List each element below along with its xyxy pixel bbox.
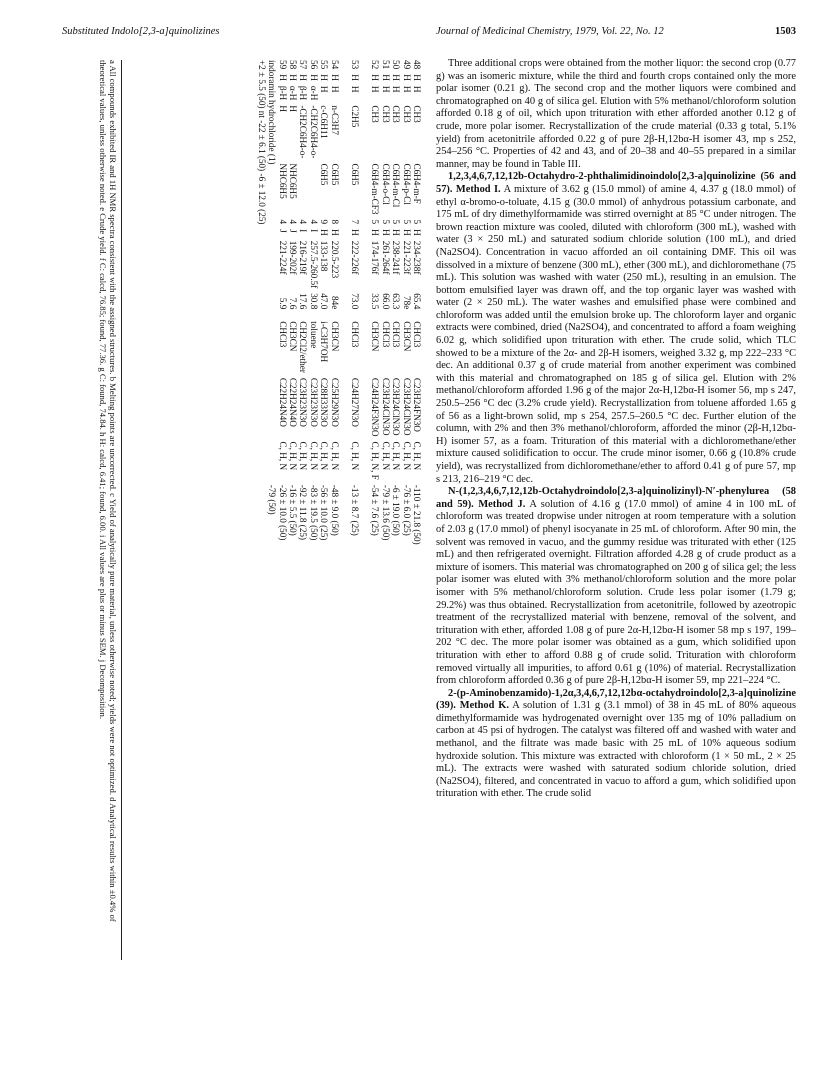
table-cell: CH3CN: [401, 321, 412, 352]
table-cell: 54: [329, 60, 340, 70]
rotated-table-region: [56, 60, 428, 1060]
table-cell: 4: [308, 219, 319, 225]
table-cell: H: [391, 74, 402, 81]
table-cell: C, H, N: [308, 441, 319, 471]
table-cell: CHCl3: [391, 321, 402, 348]
table-cell: C, H, N: [380, 441, 391, 471]
table-cell: 59: [277, 60, 288, 70]
table-cell: β-H: [298, 85, 309, 101]
table-cell: C, H, N: [412, 441, 422, 471]
body-paragraph: 1,2,3,4,6,7,12,12b-Octahydro-2-phthalimidinoindolo[2,3-a]quinolizine (56 and 57). Method I. A mixture of 3.62 g (15.0 mmol) of amine 4, 4.37 g (18.0 mmol) of ethyl α-bromo-o-toluate, 4.15 g (30.0 mmol) of anhydrous potassium carbonate, and 175 mL of dry dimethylformamide was stirred overnight at 85 °C under nitrogen. The brown reaction mixture was cooled, diluted with chloroform (300 mL), washed with water (3 × 250 mL) and saturated sodium chloride solution (100 mL), and dried (Na2SO4). Concentration in vacuo afforded an oil containing DMF. This oil was dissolved in a mixture of benzene (300 mL), ether (300 mL), and dichloromethane (75 mL). This solution was washed with water (250 mL), resulting in an emulsion. The bottom emulsified layer was drawn off, and the top organic layer was washed with water (2 × 250 mL). The water washes and emulsified phase were combined and chloroform was added until the emulsion broke up. The chloroform layer and organic extracts were combined, dried (Na2SO4), and concentrated to afford a foam weighing 6.02 g, which solidified upon trituration with ether. The crude solid, which TLC showed to be a mixture of the 2α- and 2β-H isomers, weighed 3.32 g, mp 222–233 °C dec. An additional 0.37 g of crude material from another experiment was combined with this material and chromatographed on 185 g of silica gel. Elution with 2% methanol/chloroform afforded 1.96 g of the major 2α-H,12bα-H isomer 56, mp s 247, 250.5–256 °C dec (3.2% crude yield). Recrystallization from toluene afforded 1.65 g of 56 as a light-brown solid, mp s 254, 257.5–260.5 °C dec. Further elution of the column, with 2% and then 3% methanol/chloroform, afforded the minor (2β-H,12bα-H) isomer 57, as a foam. Trituration of this material with a dichloromethane/ether mixture caused solidification to occur. The crude minor isomer, 0.66 g (10.8% crude yield), was recrystallized from dichloromethane/ether to afford 0.41 g of pure 57, mp s 213, 216–219 °C dec.: [436, 171, 796, 485]
table-cell: 5: [391, 219, 402, 225]
table-cell: 66.0: [380, 293, 391, 310]
table-cell: C28H33N3O: [319, 377, 330, 427]
experimental-text-column: [436, 58, 796, 801]
table-cell: 55: [319, 60, 330, 70]
table-cell: H: [329, 85, 340, 93]
table-cell: C23H23N3O: [298, 377, 309, 427]
table-cell: H: [370, 229, 381, 236]
table-cell: 50: [391, 60, 402, 70]
result-cell: -13 ± 8.7 (25): [349, 484, 360, 536]
table-cell: H: [349, 74, 360, 81]
table-cell: 4: [277, 219, 288, 225]
result-cell: -6 ± 19.0 (50): [391, 484, 402, 536]
table-row: [277, 60, 287, 550]
table-row: [380, 60, 390, 550]
table-cell: CH3: [380, 105, 391, 123]
table-cell: H: [370, 74, 381, 81]
table-cell: 58: [287, 60, 298, 70]
table-cell: C6H4-p-Cl: [401, 163, 412, 205]
table-cell: H: [329, 229, 340, 236]
table-cell: -CH2C6H4-o-: [308, 105, 319, 159]
table-cell: H: [391, 229, 402, 236]
table-cell: 220.5-223: [329, 240, 340, 279]
table-cell: 57: [298, 60, 309, 70]
table-cell: J: [277, 229, 288, 233]
table-cell: 84e: [329, 296, 340, 310]
table-cell: 5.9: [277, 297, 288, 310]
table-cell: 238-241f: [391, 240, 402, 275]
table-cell: 52: [370, 60, 381, 70]
table-cell: H: [412, 85, 422, 93]
table-cell: H: [401, 85, 412, 93]
result-cell: -76 ± 6.0 (25): [401, 484, 412, 536]
method-j-heading: N-(1,2,3,4,6,7,12,12b-Octahydroindolo[2,3-a]quinolizinyl)-N′-phenylurea (58 and 59). Method J.: [436, 486, 796, 510]
table-cell: 8: [329, 219, 340, 225]
table-cell: H: [391, 85, 402, 93]
table-cell: C6H5: [349, 163, 360, 186]
table-row: [256, 60, 266, 550]
table-cell: 4: [298, 219, 309, 225]
result-cell: -54 ± 7.6 (25): [370, 484, 381, 536]
result-cell: -56 ± 10.0 (25): [319, 484, 330, 541]
table-cell: I: [298, 229, 309, 233]
running-head-left: Substituted Indolo[2,3-a]quinolizines: [62, 26, 220, 37]
table-cell: J: [287, 229, 298, 233]
table-cell: H: [277, 74, 288, 81]
table-cell: c-C6H11: [319, 105, 330, 139]
table-cell: 216-219f: [298, 240, 309, 275]
table-cell: 221-224f: [277, 240, 288, 275]
table-cell: C23H24FN3O: [412, 377, 422, 432]
table-cell: 221-223f: [401, 240, 412, 275]
table-row: [391, 60, 401, 550]
table-cell: 51: [380, 60, 391, 70]
table-cell: H: [319, 85, 330, 93]
table-cell: C, H, N: [319, 441, 330, 471]
table-cell: CH3CN: [287, 321, 298, 352]
table-row: [401, 60, 411, 550]
table-cell: 133-138: [319, 240, 330, 272]
table-cell: H: [287, 74, 298, 81]
table-cell: H: [277, 105, 288, 112]
table-cell: NHC6H5: [277, 163, 288, 199]
table-cell: -CH2C6H4-o-: [298, 105, 309, 159]
table-cell: C22H24N4O: [277, 377, 288, 427]
table-cell: 33.5: [370, 293, 381, 310]
table-cell: C, H, N: [298, 441, 309, 471]
table-cell: C23H24ClN3O: [380, 377, 391, 436]
table-cell: C23H24ClN3O: [391, 377, 402, 436]
table-cell: C, H, N: [349, 441, 360, 471]
table-cell: α-H: [287, 85, 298, 101]
table-continuation: [56, 60, 428, 1060]
table-cell: CHCl3: [349, 321, 360, 348]
table-cell: H: [401, 229, 412, 236]
body-paragraph: N-(1,2,3,4,6,7,12,12b-Octahydroindolo[2,3-a]quinolizinyl)-N′-phenylurea (58 and 59). Method J. A solution of 4.16 g (17.0 mmol) of amine 4 in 100 mL of chloroform was treated dropwise under nitrogen at room temperature with a solution of 2.03 g (17.0 mmol) of phenyl isocyanate in 25 mL of chloroform. After 90 min, the solvent was removed in vacuo, and the gummy residue was triturated with ether (125 mL) and then refrigerated overnight. Filtration afforded 4.28 g of crude product as a mixture of isomers. This material was chromatographed on 200 g of silica gel; the less polar isomer was eluted with 3% methanol/chloroform solution and the more polar isomer with 5% methanol/chloroform solution. Crude less polar isomer (1.79 g; 29.2%) was thus obtained. Recrystallization from acetonitrile, followed by azeotropic treatment of the recrystallized material with benzene, removal of the solvent, and trituration with ether, afforded 1.08 g of pure 2α-H,12bα-H isomer 58 mp s 197, 199–202 °C dec. The more polar isomer was obtained as a gum, which solidified upon trituration with ether to afford 0.88 g of crude solid. Trituration with chloroform removed virtually all impurities, to afford 0.61 g (10%) of material. Recrystallization from chloroform afforded 0.36 g of pure 2β-H,12bα-H isomer 59, mp 221–224 °C.: [436, 486, 796, 687]
table-row: [319, 60, 329, 550]
table-cell: 17.6: [298, 293, 309, 310]
table-cell: CHCl3: [380, 321, 391, 348]
table-cell: H: [287, 105, 298, 112]
table-row: [350, 60, 370, 550]
result-cell: -79 ± 13.6 (50): [380, 484, 391, 541]
table-cell: 53: [349, 60, 360, 70]
table-cell: H: [349, 229, 360, 236]
table-cell: C6H4-m-F: [412, 163, 422, 204]
table-cell: C, H, N: [329, 441, 340, 471]
result-cell: -26 ± 10.0 (50): [277, 484, 288, 541]
table-cell: 5: [412, 219, 422, 225]
table-cell: C, H, N: [287, 441, 298, 471]
table-cell: H: [329, 74, 340, 81]
table-cell: C, H, N: [277, 441, 288, 471]
body-paragraph: Three additional crops were obtained from the mother liquor: the second crop (0.77 g) was an isomeric mixture, while the third and fourth crops contained only the more polar isomer (0.21 g). The second crop and the mother liquors were combined and chromatographed on 40 g of silica gel. Elution with 5% methanol/chloroform solution afforded 0.18 g of oil, which upon trituration with ether afforded another 0.12 g of crude, more polar isomer. Recrystallization of the crude material (0.33 g total, 5.1% yield) from acetonitrile afforded 0.22 g of pure 2β-H,12bα-H isomer 43, mp s 252, 254–256 °C. Properties of 42 and 43, and of 20–38 and 40–55 prepared in a similar manner, may be found in Table III.: [436, 58, 796, 170]
table-row: [412, 60, 422, 550]
table-cell: H: [380, 74, 391, 81]
table-cell: 48: [412, 60, 422, 70]
table-cell: CH3: [391, 105, 402, 123]
table-cell: 65.4: [412, 293, 422, 310]
table-cell: CHCl3: [277, 321, 288, 348]
table-cell: C, H, N, F: [370, 441, 381, 480]
table-cell: 7: [349, 219, 360, 225]
table-cell: 49: [401, 60, 412, 70]
table-cell: 30.8: [308, 293, 319, 310]
table-cell: C6H5: [329, 163, 340, 186]
table-cell: NHC6H5: [287, 163, 298, 199]
table-cell: C22H24N4O: [287, 377, 298, 427]
body-paragraph: 2-(p-Aminobenzamido)-1,2α,3,4,6,7,12,12bα-octahydroindolo[2,3-a]quinolizine (39). Method K. A solution of 1.31 g (3.1 mmol) of 38 in 45 mL of 80% aqueous dimethylformamide was hydrogenated overnight over 135 mg of 10% palladium on carbon at 45 psi of hydrogen. The catalyst was filtered off and washed with water and methanol, and the filtrate was made basic with 25 mL of 10% aqueous sodium hydroxide solution. This mixture was extracted with chloroform (1 × 50 mL, 2 × 25 mL). The extracts were washed with saturated sodium chloride solution, dried (Na2SO4), filtered, and concentrated in vacuo to afford a gum, which solidified upon trituration with ether. The crude solid: [436, 687, 796, 800]
table-cell: H: [412, 229, 422, 236]
table-cell: [308, 163, 318, 219]
result-cell: -83 ± 19.5 (50): [308, 484, 319, 541]
table-cell: CH3: [370, 105, 381, 123]
table-cell: α-H: [308, 85, 319, 101]
table-cell: 63.3: [391, 293, 402, 310]
table-cell: 47.0: [319, 293, 330, 310]
table-cell: C, H, N: [391, 441, 402, 471]
table-cell: H: [412, 74, 422, 81]
additional-results: +2 ± 5.5 (50) nt -22 ± 6.1 (50) -6 ± 12.0 (25): [256, 60, 267, 225]
table-cell: H: [319, 229, 330, 236]
table-cell: C25H29N3O: [329, 377, 340, 427]
compound-table: [256, 60, 422, 550]
table-row: [308, 60, 318, 550]
reference-compound-label: indoramin hydrochloride (1): [267, 60, 278, 165]
table-cell: C2H5: [349, 105, 360, 128]
table-cell: H: [380, 229, 391, 236]
table-cell: CH3CN: [329, 321, 340, 352]
table-cell: 5: [401, 219, 412, 225]
table-cell: n-C3H7: [329, 105, 340, 135]
method-i-heading: 1,2,3,4,6,7,12,12b-Octahydro-2-phthalimidinoindolo[2,3-a]quinolizine (56 and 57). Method I.: [436, 171, 796, 195]
table-cell: CHCl3: [412, 321, 422, 348]
table-cell: H: [380, 85, 391, 93]
table-cell: i-C3H7OH: [319, 321, 330, 363]
table-cell: C23H23N3O: [308, 377, 319, 427]
result-cell: -48 ± 9.0 (50): [329, 484, 340, 536]
table-cell: C6H4-m-CF3: [370, 163, 381, 215]
table-cell: 5: [380, 219, 391, 225]
table-cell: 9: [319, 219, 330, 225]
table-cell: CH2Cl2/ether: [298, 321, 309, 373]
table-cell: [298, 163, 308, 219]
result-cell: -16 ± 5.5 (50): [287, 484, 298, 536]
table-cell: H: [298, 74, 309, 81]
table-cell: C24H24F3N3O: [370, 377, 381, 437]
table-cell: 234-238f: [412, 240, 422, 275]
result-cell: -92 ± 11.8 (25): [298, 484, 309, 541]
table-cell: 5: [370, 219, 381, 225]
table-cell: C24H27N3O: [349, 377, 360, 427]
table-cell: H: [349, 85, 360, 93]
result-cell: -110 ± 21.8 (50): [412, 484, 422, 545]
table-cell: 78e: [401, 296, 412, 310]
table-cell: 174-176f: [370, 240, 381, 275]
table-cell: H: [370, 85, 381, 93]
table-cell: 4: [287, 219, 298, 225]
table-cell: C6H4-o-Cl: [380, 163, 391, 205]
table-footnotes: a All compounds exhibited IR and 1H NMR spectra consistent with the assigned structures. b Melting points are uncorrected. c Yield of analytically pure material, unless otherwise noted; yields were not optimized. d Analytical results within ±0.4% of theoretical values, unless otherwise noted. e Crude yield. f C: calcd, 76.85; found, 77.36. g C: found, 74.84. h H: calcd, 6.41; found, 6.00. i All values are plus or minus SEM. j Decomposition.: [98, 60, 122, 960]
table-cell: 73.0: [349, 293, 360, 310]
table-cell: C23H24ClN3O: [401, 377, 412, 436]
table-cell: 257.5-260.5f: [308, 240, 319, 289]
table-cell: C6H4-m-Cl: [391, 163, 402, 208]
table-cell: H: [319, 74, 330, 81]
table-row: [329, 60, 349, 550]
table-cell: 261-264f: [380, 240, 391, 275]
table-cell: 7.6: [287, 297, 298, 310]
table-cell: 56: [308, 60, 319, 70]
table-cell: toluene: [308, 321, 319, 349]
table-row: [370, 60, 380, 550]
table-row: [288, 60, 298, 550]
table-cell: 222-226f: [349, 240, 360, 275]
table-cell: H: [401, 74, 412, 81]
running-head-right: [436, 26, 796, 37]
method-k-heading: 2-(p-Aminobenzamido)-1,2α,3,4,6,7,12,12bα-octahydroindolo[2,3-a]quinolizine (39). Method K.: [436, 687, 796, 712]
table-cell: β-H: [277, 85, 288, 101]
table-cell: C, H, N: [401, 441, 412, 471]
table-cell: CH3CN: [370, 321, 381, 352]
result-cell: -79 (50): [267, 484, 278, 515]
table-cell: C6H5: [319, 163, 330, 186]
table-cell: CH3: [412, 105, 422, 123]
table-cell: I: [308, 229, 319, 233]
page-number: 1503: [775, 26, 796, 37]
table-cell: CH3: [401, 105, 412, 123]
table-row: [298, 60, 308, 550]
table-row: [267, 60, 277, 550]
journal-citation: Journal of Medicinal Chemistry, 1979, Vol. 22, No. 12: [436, 26, 664, 37]
table-cell: 199-202f: [287, 240, 298, 275]
table-cell: H: [308, 74, 319, 81]
